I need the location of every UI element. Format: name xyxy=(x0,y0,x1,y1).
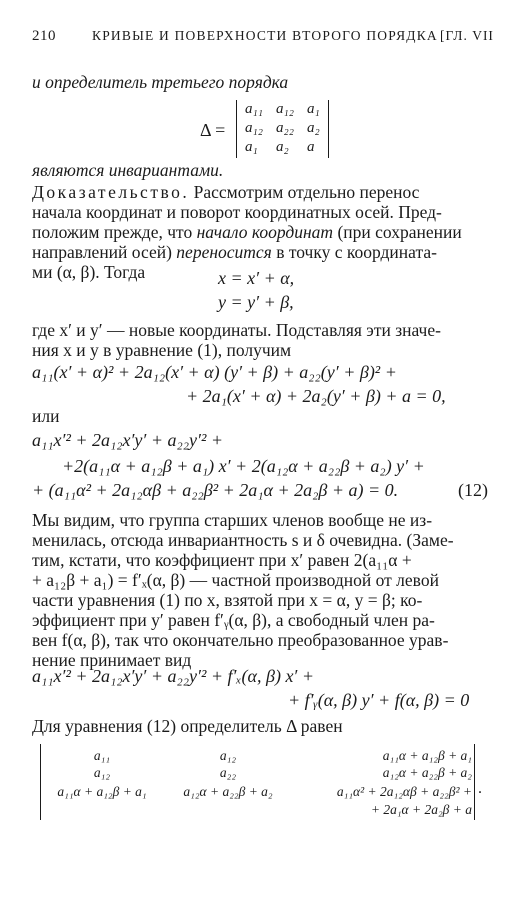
equation-x: x = x′ + α, xyxy=(218,268,295,288)
det-cell: a₁ xyxy=(245,139,258,155)
big-eq-3-line-2: + f′ᵧ(α, β) y′ + f(α, β) = 0 xyxy=(288,690,470,710)
para3-line-4: + a₁₂β + a₁) = f′ₓ(α, β) — частной производной от левой xyxy=(32,570,439,590)
big-eq-2-line-3: + (a₁₁α² + 2a₁₂αβ + a₂₂β² + 2a₁α + 2a₂β + a) = 0. xyxy=(32,480,399,500)
det-right-bar xyxy=(328,100,329,158)
bigdet-cell: a₁₁α² + 2a₁₂αβ + a₂₂β² + xyxy=(336,784,472,799)
para3-line-6: эффициент при y′ равен f′ᵧ(α, β), а свободный член ра- xyxy=(32,610,435,630)
det-left-bar xyxy=(236,100,237,158)
para3-line-2: менилась, отсюда инвариантность s и δ очевидна. (Заме- xyxy=(32,530,454,550)
big-eq-1-line-1: a₁₁(x′ + α)² + 2a₁₂(x′ + α) (y′ + β) + a₂₂(y′ + β)² + xyxy=(32,362,397,382)
para2-line-2: ния x и y в уравнение (1), получим xyxy=(32,340,292,360)
emphasis-run: начало координат xyxy=(196,222,334,242)
bigdet-cell: a₁₁α + a₁₂β + a₁ xyxy=(57,784,147,799)
intro-line: и определитель третьего порядка xyxy=(32,72,289,92)
bigdet-cell: a₁₂ xyxy=(93,765,111,780)
text-run: в точку с координата- xyxy=(271,242,437,262)
para3-line-1: Мы видим, что группа старших членов вообще не из- xyxy=(32,510,433,530)
proof-rest: Рассмотрим отдельно перенос xyxy=(189,182,420,202)
det-cell: a₂₂ xyxy=(276,120,294,136)
det-cell: a₁₂ xyxy=(245,120,263,136)
proof-line-1 xyxy=(32,182,419,203)
proof-line-2: начала координат и поворот координатных осей. Пред- xyxy=(32,202,442,222)
proof-line-3 xyxy=(32,222,462,243)
para2-line-1: где x′ и y′ — новые координаты. Подставляя эти значе- xyxy=(32,320,441,340)
emphasis-run: переносится xyxy=(176,242,272,262)
para3-line-8: нение принимает вид xyxy=(32,650,192,670)
equation-number: (12) xyxy=(458,480,488,500)
bigdet-cell: a₁₁α + a₁₂β + a₁ xyxy=(382,748,472,763)
det-cell: a₁₁ xyxy=(245,101,263,117)
chapter-label: [ГЛ. VII xyxy=(440,28,494,43)
text-run: (при сохранении xyxy=(333,222,462,242)
para3-line-3: тим, кстати, что коэффициент при x′ равен 2(a₁₁α + xyxy=(32,550,412,570)
big-eq-2-line-1: a₁₁x′² + 2a₁₂x′y′ + a₂₂y′² + xyxy=(32,430,223,450)
bigdet-cell: a₁₁ xyxy=(93,748,111,763)
trailing-period: . xyxy=(478,780,482,797)
running-title: КРИВЫЕ И ПОВЕРХНОСТИ ВТОРОГО ПОРЯДКА xyxy=(92,28,438,43)
det-cell: a xyxy=(307,139,315,155)
bigdet-cell: + 2a₁α + 2a₂β + a xyxy=(370,802,472,817)
or-line: или xyxy=(32,406,60,426)
para3-line-7: вен f(α, β), так что окончательно преобразованное урав- xyxy=(32,630,449,650)
para3-line-5: части уравнения (1) по x, взятой при x = α, y = β; ко- xyxy=(32,590,423,610)
page-number: 210 xyxy=(32,28,56,44)
bigdet-cell: a₂₂ xyxy=(219,765,237,780)
det-cell: a₂ xyxy=(307,120,320,136)
det-cell: a₂ xyxy=(276,139,289,155)
big-eq-1-line-2: + 2a₁(x′ + α) + 2a₂(y′ + β) + a = 0, xyxy=(186,386,446,406)
text-run: направлений осей) xyxy=(32,242,177,262)
bigdet-cell: a₁₂ xyxy=(219,748,237,763)
invariants-line: являются инвариантами. xyxy=(32,160,224,180)
bigdet-cell: a₁₂α + a₂₂β + a₂ xyxy=(382,765,472,780)
det-cell: a₁₂ xyxy=(276,101,294,117)
det-cell: a₁ xyxy=(307,101,320,117)
bigdet-left-bar xyxy=(40,744,41,820)
text-run: положим прежде, что xyxy=(32,222,197,242)
equation-y: y = y′ + β, xyxy=(218,292,294,312)
bigdet-right-bar xyxy=(474,744,475,820)
para4-line: Для уравнения (12) определитель Δ равен xyxy=(32,716,343,736)
proof-word: Доказательство. xyxy=(32,182,190,202)
big-eq-2-line-2: +2(a₁₁α + a₁₂β + a₁) x′ + 2(a₁₂α + a₂₂β + a₂) y′ + xyxy=(62,456,425,476)
bigdet-cell: a₁₂α + a₂₂β + a₂ xyxy=(183,784,273,799)
proof-line-4 xyxy=(32,242,437,263)
det-label: Δ = xyxy=(200,120,226,140)
big-eq-3-line-1: a₁₁x′² + 2a₁₂x′y′ + a₂₂y′² + f′ₓ(α, β) x′ + xyxy=(32,666,315,686)
proof-line-5: ми (α, β). Тогда xyxy=(32,262,146,282)
